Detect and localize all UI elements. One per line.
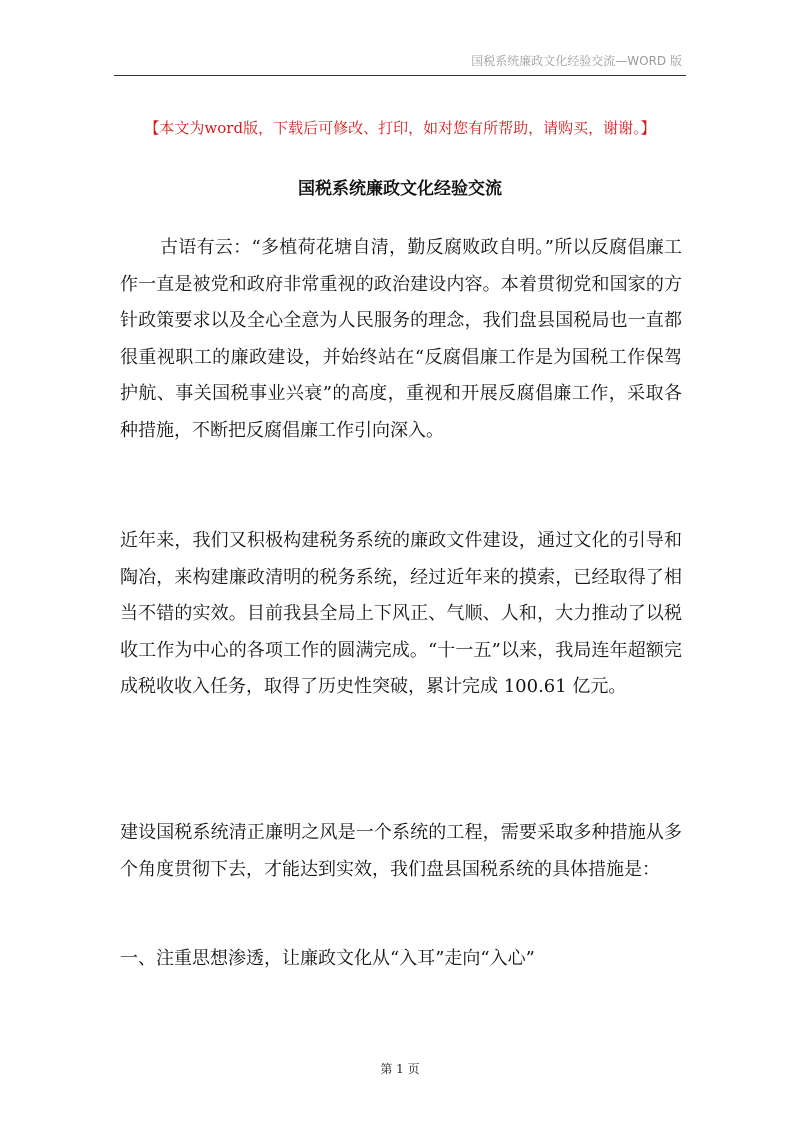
section-heading-1: 一、注重思想渗透，让廉政文化从“入耳”走向“入心” bbox=[120, 948, 535, 969]
paragraph-measures: 建设国税系统清正廉明之风是一个系统的工程，需要采取多种措施从多个角度贯彻下去，才能达到实效，我们盘县国税系统的具体措施是： bbox=[120, 822, 682, 880]
paragraph-achievements: 近年来，我们又积极构建税务系统的廉政文件建设，通过文化的引导和陶冶，来构建廉政清明的税务系统，经过近年来的摸索，已经取得了相当不错的实效。目前我县全局上下风正、气顺、人和，大力推动了以税收工作为中心的各项工作的圆满完成。“十一五”以来，我局连年超额完成税收收入任务，取得了历史性突破，累计完成 100.61 亿元。 bbox=[120, 530, 682, 697]
document-title: 国税系统廉政文化经验交流 bbox=[298, 179, 502, 199]
paragraph-intro: 古语有云：“多植荷花塘自清，勤反腐败政自明。”所以反腐倡廉工作一直是被党和政府非常重视的政治建设内容。本着贯彻党和国家的方针政策要求以及全心全意为人民服务的理念，我们盘县国税局也一直都很重视职工的廉政建设，并始终站在“反腐倡廉工作是为国税工作保驾护航、事关国税事业兴衰”的高度，重视和开展反腐倡廉工作，采取各种措施，不断把反腐倡廉工作引向深入。 bbox=[120, 237, 682, 441]
header-divider bbox=[114, 75, 686, 76]
page-number: 第 1 页 bbox=[380, 1062, 420, 1076]
running-header: 国税系统廉政文化经验交流—WORD 版 bbox=[471, 54, 682, 68]
download-notice: 【本文为word版，下载后可修改、打印，如对您有所帮助，请购买，谢谢。】 bbox=[144, 119, 656, 137]
